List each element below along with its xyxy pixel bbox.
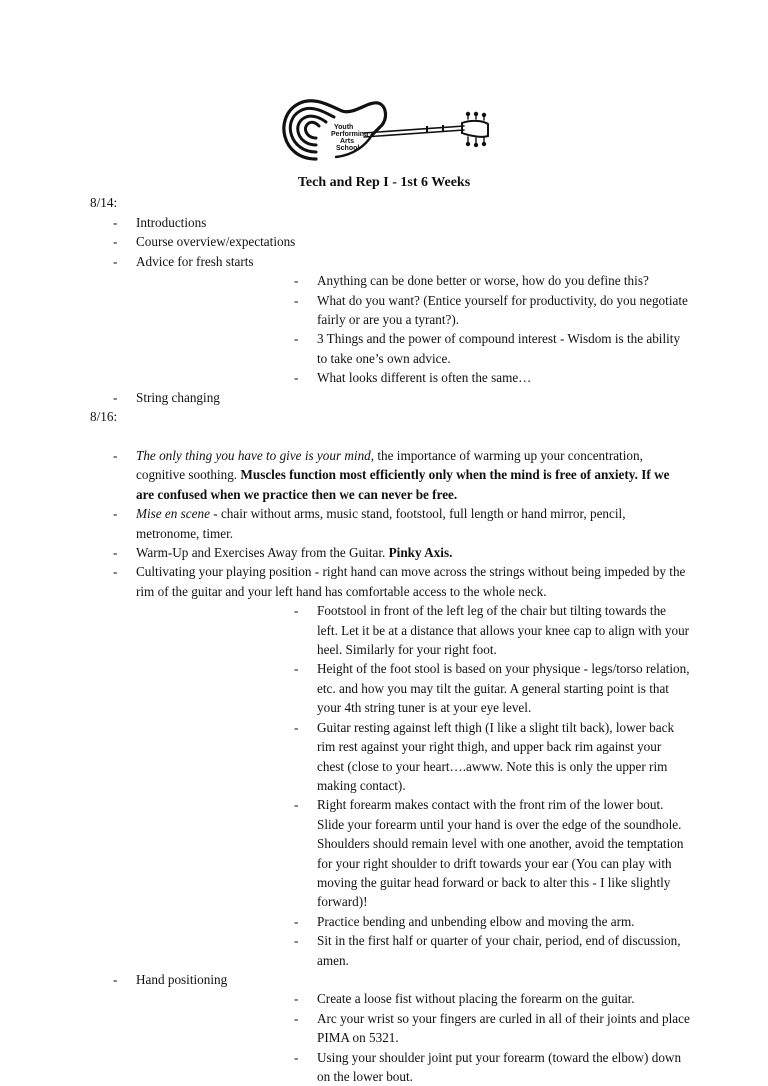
sublist	[136, 601, 690, 970]
logo-line-3: Arts	[340, 138, 355, 145]
document-title: Tech and Rep I - 1st 6 Weeks	[297, 175, 471, 190]
italic-phrase: Mise en scene	[136, 506, 210, 522]
sublist-item: - Footstool in front of the left leg of the chair but tilting towards the left. Let it be at a distance that allows your knee cap to align with your heel. Similarly for your right foot.	[136, 601, 690, 659]
sublist-item: - Arc your wrist so your fingers are curled in all of their joints and place PIMA on 5321.	[136, 1009, 690, 1048]
sublist	[136, 271, 690, 387]
logo-line-4: School	[336, 145, 360, 152]
list-item	[0, 446, 690, 504]
sublist-item: - Right forearm makes contact with the front rim of the lower bout. Slide your forearm until your hand is over the edge of the soundhole. Shoulders should remain level with one another, avoid the temptation for your right shoulder to drift towards your ear (You can play with moving the guitar head forward or back to alter this - I like slightly forward)!	[136, 795, 690, 911]
list-item	[0, 970, 690, 1086]
sublist-item: - What do you want? (Entice yourself for productivity, do you negotiate fairly or are you a tyrant?).	[136, 291, 690, 330]
section2-list	[0, 446, 690, 1086]
sublist-item: - Using your shoulder joint put your forearm (toward the elbow) down on the lower bout.	[136, 1048, 690, 1086]
section1-list	[0, 213, 690, 407]
date-heading-2: 8/16:	[90, 409, 118, 424]
list-item	[0, 543, 690, 562]
list-item-text: Advice for fresh starts	[136, 253, 254, 269]
list-item-text: Hand positioning	[136, 971, 228, 987]
logo-line-2: Performing	[331, 131, 369, 138]
list-item: - Course overview/expectations	[0, 232, 690, 251]
sublist-item: - Guitar resting against left thigh (I like a slight tilt back), lower back rim rest against your right thigh, and upper back rim against your chest (close to your heart….awww. Note this is only the upper rim making contact).	[136, 718, 690, 796]
bold-phrase: Pinky Axis.	[388, 545, 453, 561]
date-heading-1: 8/14:	[90, 195, 118, 210]
sublist-item: - Sit in the first half or quarter of your chair, period, end of discussion, amen.	[136, 931, 690, 970]
list-item-text: Warm-Up and Exercises Away from the Guitar.	[136, 545, 389, 561]
sublist-item: - What looks different is often the same…	[136, 368, 690, 387]
logo-line-1: Youth	[334, 124, 354, 131]
sublist-item: - 3 Things and the power of compound interest - Wisdom is the ability to take one’s own advice.	[136, 329, 690, 368]
list-item	[0, 252, 690, 388]
sublist-item: - Height of the foot stool is based on your physique - legs/torso relation, etc. and how you may tilt the guitar. A general starting point is that your 4th string tuner is at your eye level.	[136, 659, 690, 717]
list-item: - Introductions	[0, 213, 690, 232]
bold-phrase: Muscles function most efficiently only when the mind is free of anxiety. If we are confused when we practice then we can never be free.	[136, 467, 670, 502]
list-item	[0, 504, 690, 543]
list-item-text: - chair without arms, music stand, footstool, full length or hand mirror, pencil, metronome, timer.	[136, 506, 626, 541]
list-item-text: the importance of warming up your concentration, cognitive soothing.	[136, 448, 643, 483]
list-item	[0, 562, 690, 970]
school-logo	[276, 95, 496, 167]
sublist	[136, 989, 690, 1086]
sublist-item: - Create a loose fist without placing the forearm on the guitar.	[136, 989, 690, 1008]
sublist-item: - Practice bending and unbending elbow and moving the arm.	[136, 912, 690, 931]
sublist-item: - Anything can be done better or worse, how do you define this?	[136, 271, 690, 290]
italic-phrase: The only thing you have to give is your mind,	[136, 448, 375, 463]
list-item-text: Cultivating your playing position - right hand can move across the strings without being impeded by the rim of the guitar and your left hand has comfortable access to the whole neck.	[136, 564, 686, 599]
list-item: - String changing	[0, 388, 690, 407]
